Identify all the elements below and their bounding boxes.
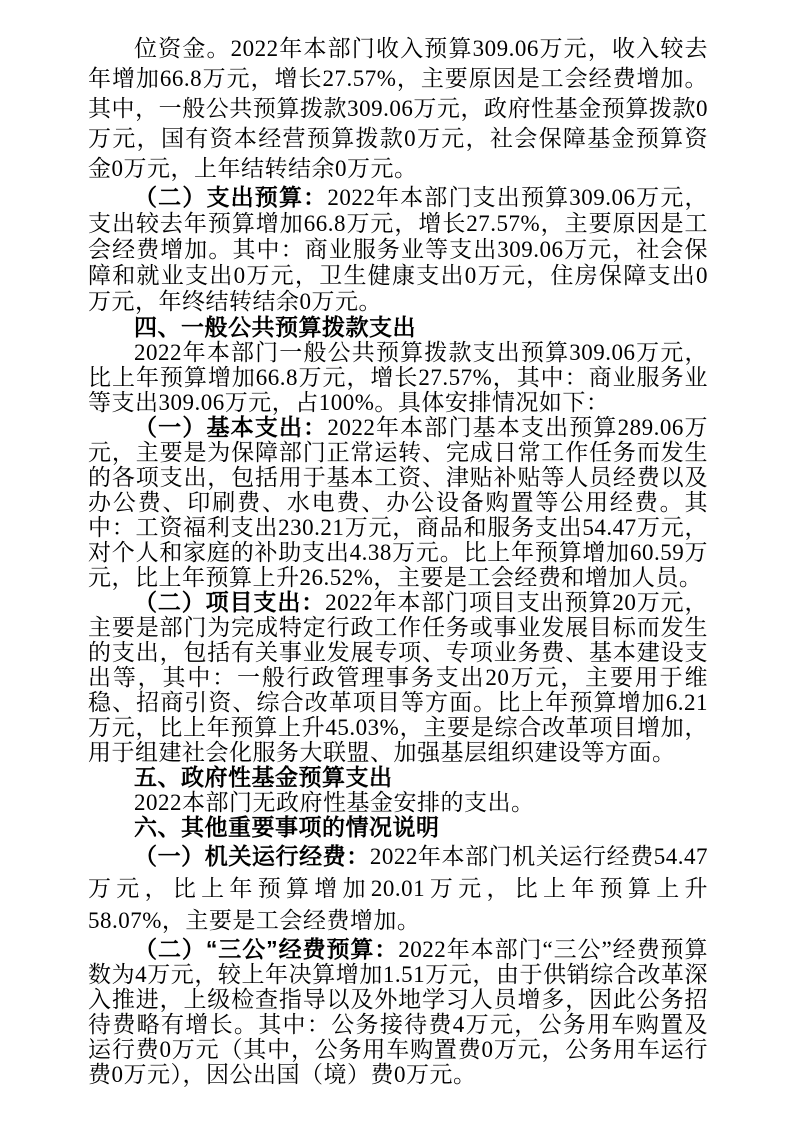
para-no-government-fund-expenditure: 2022本部门无政府性基金安排的支出。 <box>134 790 535 815</box>
para-general-public-budget-overview: 2022年本部门一般公共预算拨款支出预算309.06万元，比上年预算增加66.8万元，增长27.57%，其中：商业服务业等支出309.06万元，占100%。具体安排情况如下： <box>88 340 708 415</box>
para-expenditure-budget-text: 2022年本部门支出预算309.06万元，支出较去年预算增加66.8万元，增长27.57%，主要原因是工会经费增加。其中：商业服务业等支出309.06万元，社会保障和就业支出0万元，卫生健康支出0万元，住房保障支出0万元，年终结转结余0万元。 <box>88 185 709 314</box>
para-agency-operating-expenses-lead: （一）机关运行经费： <box>134 843 370 869</box>
para-three-public-expenses-budget-text: 2022年本部门“三公”经费预算数为4万元，较上年决算增加1.51万元，由于供销综合改革深入推进，上级检查指导以及外地学习人员增多，因此公务招待费略有增长。其中：公务接待费4万元，公务用车购置及运行费0万元（其中，公务用车购置费0万元，公务用车运行费0万元），因公出国（境）费0万元。 <box>88 937 709 1087</box>
para-expenditure-budget <box>88 184 708 315</box>
heading-section-6-other-important-matters: 六、其他重要事项的情况说明 <box>134 814 440 840</box>
para-project-expenditure <box>88 590 708 765</box>
heading-section-5-government-fund-expenditure: 五、政府性基金预算支出 <box>134 764 393 790</box>
para-project-expenditure-text: 2022年本部门项目支出预算20万元，主要是部门为完成特定行政工作任务或事业发展目标而发生的支出，包括有关事业发展专项、专项业务费、基本建设支出等，其中：一般行政管理事务支出20万元，主要用于维稳、招商引资、综合改革项目等方面。比上年预算增加6.21万元，比上年预算上升45.03%，主要是综合改革项目增加，用于组建社会化服务大联盟、加强基层组织建设等方面。 <box>88 590 709 765</box>
para-expenditure-budget-lead: （二）支出预算： <box>134 184 328 210</box>
para-project-expenditure-lead: （二）项目支出： <box>134 589 326 615</box>
para-agency-operating-expenses-text: 2022年本部门机关运行经费54.47万元，比上年预算增加20.01万元，比上年预算上升58.07%，主要是工会经费增加。 <box>88 844 709 933</box>
heading-section-4-general-public-budget-expenditure: 四、一般公共预算拨款支出 <box>134 314 416 340</box>
para-three-public-expenses-budget-lead: （二）“三公”经费预算： <box>134 936 399 962</box>
para-basic-expenditure-lead: （一）基本支出： <box>134 414 328 440</box>
para-agency-operating-expenses <box>88 840 708 937</box>
para-income-budget-continued: 位资金。2022年本部门收入预算309.06万元，收入较去年增加66.8万元，增长27.57%，主要原因是工会经费增加。其中，一般公共预算拨款309.06万元，政府性基金预算拨款0万元，国有资本经营预算拨款0万元，社会保障基金预算资金0万元，上年结转结余0万元。 <box>88 36 708 181</box>
para-basic-expenditure <box>88 415 708 590</box>
para-basic-expenditure-text: 2022年本部门基本支出预算289.06万元，主要是为保障部门正常运转、完成日常工作任务而发生的各项支出，包括用于基本工资、津贴补贴等人员经费以及办公费、印刷费、水电费、办公设备购置等公用经费。其中：工资福利支出230.21万元，商品和服务支出54.47万元，对个人和家庭的补助支出4.38万元。比上年预算增加60.59万元，比上年预算上升26.52%，主要是工会经费和增加人员。 <box>88 415 709 590</box>
para-three-public-expenses-budget <box>88 937 708 1087</box>
